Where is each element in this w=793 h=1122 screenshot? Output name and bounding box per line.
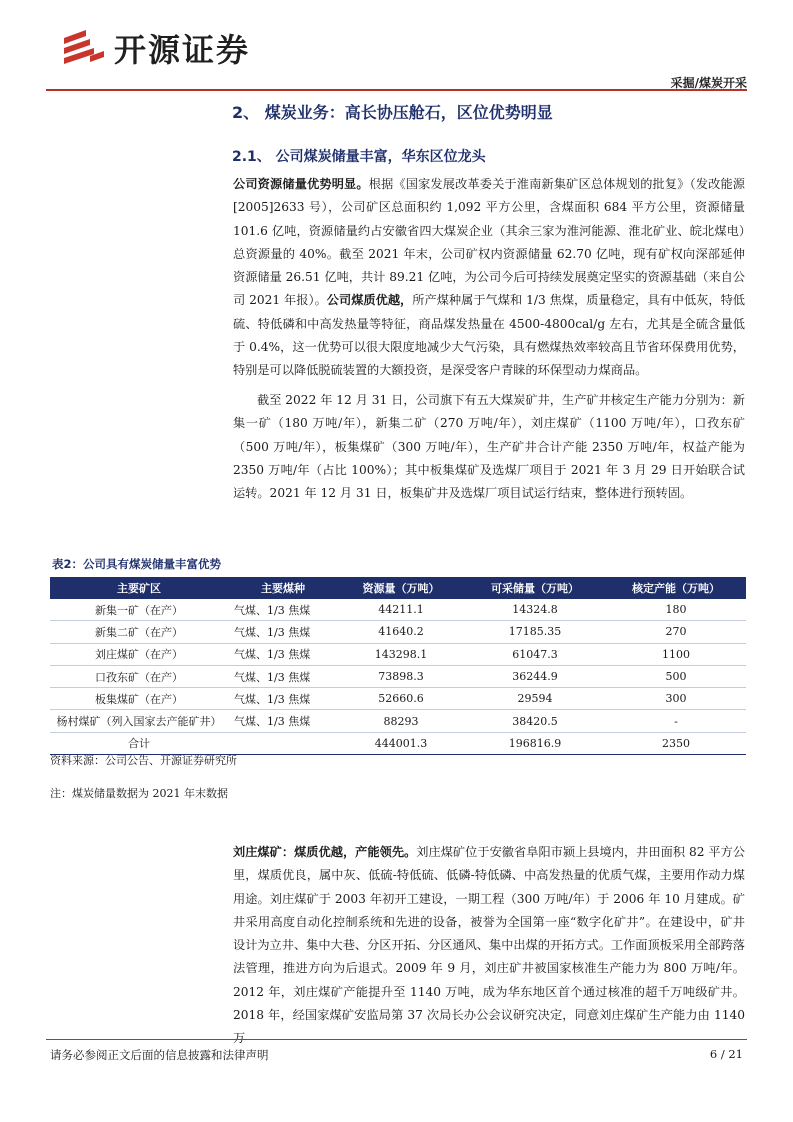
- column-header: 核定产能（万吨）: [606, 577, 746, 599]
- paragraph-lead: 公司资源储量优势明显。: [233, 177, 369, 191]
- column-header: 可采储量（万吨）: [464, 577, 606, 599]
- table-source: 资料来源：公司公告、开源证券研究所: [50, 754, 237, 767]
- table-note: 注：煤炭储量数据为 2021 年末数据: [50, 787, 228, 800]
- table-cell: 41640.2: [338, 621, 464, 643]
- table-row: [50, 710, 746, 732]
- table-cell: 270: [606, 621, 746, 643]
- table-row: [50, 665, 746, 687]
- table-cell: 73898.3: [338, 665, 464, 687]
- table-row: [50, 643, 746, 665]
- table-cell: 刘庄煤矿（在产）: [50, 643, 228, 665]
- paragraph-liuzhuang: [233, 841, 745, 1051]
- table-cell: 杨村煤矿（列入国家去产能矿井）: [50, 710, 228, 732]
- table-cell: 新集二矿（在产）: [50, 621, 228, 643]
- table-cell: 52660.6: [338, 688, 464, 710]
- table-cell: 1100: [606, 643, 746, 665]
- table-cell: 气煤、1/3 焦煤: [228, 599, 338, 621]
- subsection-heading: 2.1、 公司煤炭储量丰富，华东区位龙头: [232, 149, 486, 165]
- table-cell: -: [606, 710, 746, 732]
- paragraph-text: 所产煤种属于气煤和 1/3 焦煤，质量稳定，具有中低灰，特低硫、特低磷和中高发热量等特征，商品煤发热量在 4500-4800cal/g 左右，尤其是全硫含量低于 0.4%，这一优势可以很大限度地减少大气污染，具有燃煤热效率较高且节省环保费用优势，特别是可以降低脱硫装置的大额投资，是深受客户青睐的环保型动力煤商品。: [233, 293, 745, 378]
- table-cell: 36244.9: [464, 665, 606, 687]
- table-cell: 444001.3: [338, 732, 464, 754]
- table-cell: 气煤、1/3 焦煤: [228, 710, 338, 732]
- table-header-row: [50, 577, 746, 599]
- brand-name: 开源证券: [114, 31, 251, 69]
- paragraph-lead: 公司煤质优越，: [326, 293, 413, 308]
- table-cell: 板集煤矿（在产）: [50, 688, 228, 710]
- table-row: [50, 688, 746, 710]
- paragraph-resources: [233, 173, 745, 383]
- table-cell: 气煤、1/3 焦煤: [228, 688, 338, 710]
- table-cell: 61047.3: [464, 643, 606, 665]
- footer-divider: [46, 1039, 747, 1040]
- brand-logo: [60, 26, 250, 70]
- brand-logo-icon: [60, 26, 108, 70]
- section-heading: 2、 煤炭业务：高长协压舱石，区位优势明显: [232, 103, 553, 122]
- table-cell: 500: [606, 665, 746, 687]
- table-cell: 180: [606, 599, 746, 621]
- table-row: [50, 599, 746, 621]
- column-header: 主要煤种: [228, 577, 338, 599]
- table-cell: 新集一矿（在产）: [50, 599, 228, 621]
- table-cell: 143298.1: [338, 643, 464, 665]
- table-cell: 气煤、1/3 焦煤: [228, 621, 338, 643]
- industry-tag: 采掘/煤炭开采: [670, 76, 747, 90]
- table-cell: 气煤、1/3 焦煤: [228, 643, 338, 665]
- paragraph-mines: [233, 389, 745, 505]
- table-cell: 300: [606, 688, 746, 710]
- footer-disclaimer: 请务必参阅正文后面的信息披露和法律声明: [50, 1048, 269, 1062]
- table-cell: 29594: [464, 688, 606, 710]
- coal-reserves-table: [50, 577, 746, 755]
- table-cell: 2350: [606, 732, 746, 754]
- table-cell: 38420.5: [464, 710, 606, 732]
- column-header: 主要矿区: [50, 577, 228, 599]
- table-cell: 14324.8: [464, 599, 606, 621]
- table-cell: 17185.35: [464, 621, 606, 643]
- table-cell: 合计: [50, 732, 228, 754]
- table-cell: 196816.9: [464, 732, 606, 754]
- paragraph-text: 刘庄煤矿位于安徽省阜阳市颍上县境内，井田面积 82 平方公里，煤质优良，属中灰、低硫-特低硫、低磷-特低磷、中高发热量的优质气煤，主要用作动力煤用途。刘庄煤矿于 2003 年初开工建设，一期工程（300 万吨/年）于 2006 年 10 月建成。矿井采用高度自动化控制系统和先进的设备，被誉为全国第一座“数字化矿井”。在建设中，矿井设计为立井、集中大巷、分区开拓、分区通风、集中出煤的开拓方式。工作面顶板采用全部跨落法管理，推进方向为后退式。2009 年 9 月，刘庄矿井被国家核准生产能力为 800 万吨/年。2012 年，刘庄煤矿产能提升至 1140 万吨，成为华东地区首个通过核准的超千万吨级矿井。2018 年，经国家煤矿安监局第 37 次局长办公会议研究决定，同意刘庄煤矿生产能力由 1140 万: [233, 845, 745, 1046]
- paragraph-lead: 刘庄煤矿：煤质优越，产能领先。: [233, 845, 417, 859]
- table-row: [50, 621, 746, 643]
- table-cell: 88293: [338, 710, 464, 732]
- column-header: 资源量（万吨）: [338, 577, 464, 599]
- table-cell: [228, 732, 338, 754]
- paragraph-text: 截至 2022 年 12 月 31 日，公司旗下有五大煤炭矿井，生产矿井核定生产能力分别为：新集一矿（180 万吨/年），新集二矿（270 万吨/年），刘庄煤矿（1100 万吨/年），口孜东矿（500 万吨/年），板集煤矿（300 万吨/年），生产矿井合计产能 2350 万吨/年，权益产能为 2350 万吨/年（占比 100%）；其中板集煤矿及选煤厂项目于 2021 年 3 月 29 日开始联合试运转。2021 年 12 月 31 日，板集矿井及选煤厂项目试运行结束，整体进行预转固。: [233, 393, 745, 501]
- paragraph-text: 根据《国家发展改革委关于淮南新集矿区总体规划的批复》（发改能源[2005]2633 号），公司矿区总面积约 1,092 平方公里，含煤面积 684 平方公里，资源储量 101.6 亿吨，资源储量约占安徽省四大煤炭企业（其余三家为淮河能源、淮北矿业、皖北煤电）总资源量的 40%。截至 2021 年末，公司矿权内资源储量 62.70 亿吨，现有矿权向深部延伸资源储量 26.51 亿吨，共计 89.21 亿吨，为公司今后可持续发展奠定坚实的资源基础（来自公司 2021 年报）。: [233, 177, 745, 308]
- table-cell: 气煤、1/3 焦煤: [228, 665, 338, 687]
- table-title: 表2：公司具有煤炭储量丰富优势: [52, 557, 221, 571]
- table-cell: 口孜东矿（在产）: [50, 665, 228, 687]
- page-number: 6 / 21: [709, 1047, 743, 1061]
- header-divider: [46, 89, 747, 91]
- table-cell: 44211.1: [338, 599, 464, 621]
